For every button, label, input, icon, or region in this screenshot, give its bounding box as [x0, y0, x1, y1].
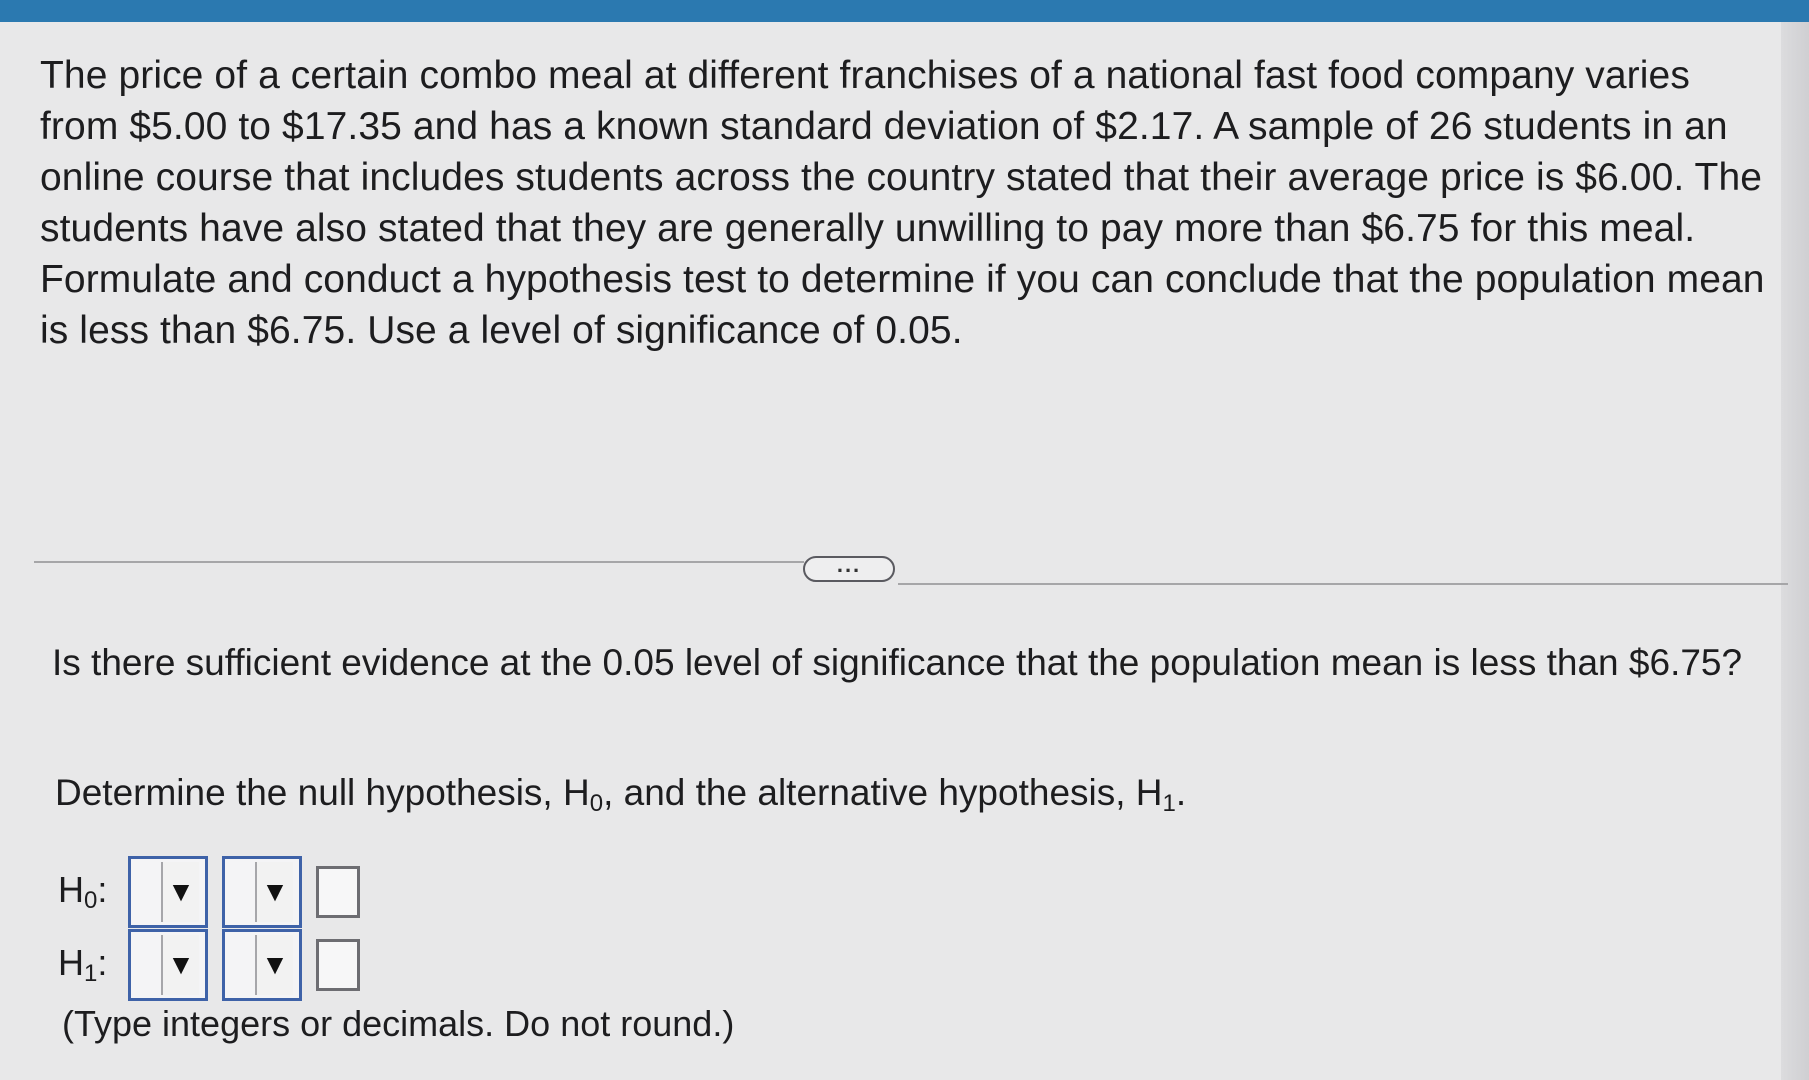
alternative-hypothesis-operator-dropdown[interactable]	[222, 929, 302, 1001]
dropdown-arrow-icon: ▼	[161, 935, 199, 995]
instruction-text: Determine the null hypothesis, $H_0$, and the alternative hypothesis, $H_1$.	[55, 772, 1187, 817]
null-hypothesis-parameter-dropdown[interactable]	[128, 856, 208, 928]
problem-statement: The price of a certain combo meal at different franchises of a national fast food company varies from $5.00 to $17.35 and has a known standard deviation of $2.17. A sample of 26 students in an online course that includes students across the country stated that their average price is $6.00. The students have also stated that they are generally unwilling to pay more than $6.75 for this meal. Formulate and conduct a hypothesis test to determine if you can conclude that the population mean is less than $6.75. Use a level of significance of 0.05.	[40, 54, 1765, 352]
null-hypothesis-operator-dropdown[interactable]	[222, 856, 302, 928]
alternative-hypothesis-value-input[interactable]	[316, 939, 360, 991]
dropdown-arrow-icon: ▼	[255, 862, 293, 922]
input-instructions-note: (Type integers or decimals. Do not round.)	[62, 1003, 735, 1044]
alternative-hypothesis-label: $H_1$:	[58, 942, 108, 987]
question-text: Is there sufficient evidence at the 0.05 level of significance that the population mean is less than $6.75?	[52, 642, 1743, 683]
null-hypothesis-row	[58, 852, 360, 932]
null-hypothesis-value-input[interactable]	[316, 866, 360, 918]
window-top-bar	[0, 0, 1809, 22]
null-hypothesis-label: $H_0$:	[58, 869, 108, 914]
expand-more-button[interactable]: ...	[803, 556, 895, 582]
divider	[898, 583, 1788, 585]
scrollbar-edge	[1781, 22, 1809, 1080]
divider	[34, 561, 804, 563]
dropdown-arrow-icon: ▼	[255, 935, 293, 995]
alternative-hypothesis-row	[58, 925, 360, 1005]
dropdown-arrow-icon: ▼	[161, 862, 199, 922]
alternative-hypothesis-parameter-dropdown[interactable]	[128, 929, 208, 1001]
